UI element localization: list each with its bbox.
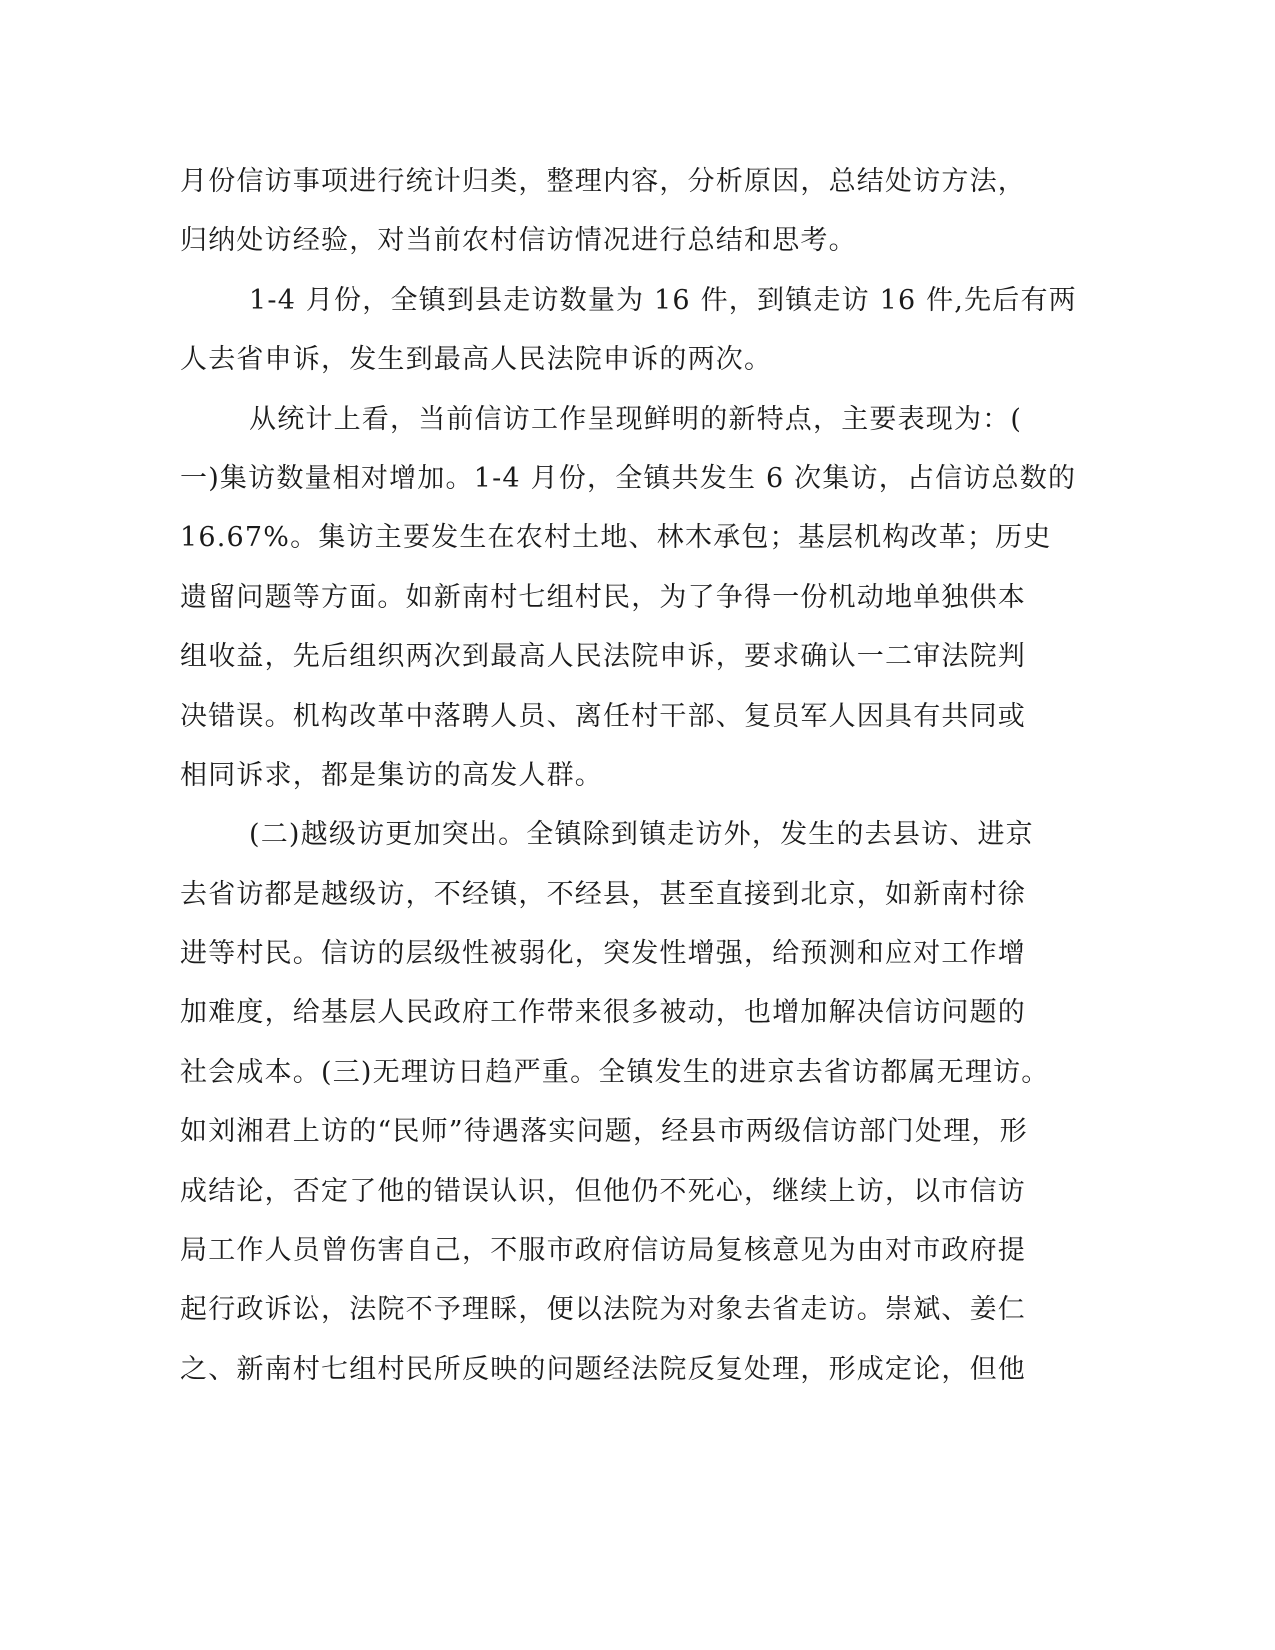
text-line: 相同诉求，都是集访的高发人群。: [180, 759, 603, 791]
text-line: 16.67%。集访主要发生在农村土地、林木承包；基层机构改革；历史: [180, 522, 1052, 554]
text-line: 去省访都是越级访，不经镇，不经县，甚至直接到北京，如新南村徐: [180, 878, 1026, 910]
text-line: 社会成本。(三)无理访日趋严重。全镇发生的进京去省访都属无理访。: [180, 1056, 1050, 1088]
text-line: 人去省申诉，发生到最高人民法院申诉的两次。: [180, 344, 773, 376]
text-line: 一)集访数量相对增加。1-4 月份，全镇共发生 6 次集访，占信访总数的: [180, 462, 1077, 494]
text-line: 归纳处访经验，对当前农村信访情况进行总结和思考。: [180, 225, 857, 257]
text-line: 成结论，否定了他的错误认识，但他仍不死心，继续上访，以市信访: [180, 1175, 1026, 1207]
paragraph-start-line: 1-4 月份，全镇到县走访数量为 16 件，到镇走访 16 件,先后有两: [249, 284, 1077, 316]
text-line: 决错误。机构改革中落聘人员、离任村干部、复员军人因具有共同或: [180, 700, 1026, 732]
text-line: 月份信访事项进行统计归类，整理内容，分析原因，总结处访方法，: [180, 166, 1026, 197]
text-line: 局工作人员曾伤害自己，不服市政府信访局复核意见为由对市政府提: [180, 1235, 1026, 1267]
paragraph-start-line: (二)越级访更加突出。全镇除到镇走访外，发生的去县访、进京: [249, 819, 1034, 851]
text-line: 之、新南村七组村民所反映的问题经法院反复处理，形成定论，但他: [180, 1353, 1026, 1385]
text-line: 组收益，先后组织两次到最高人民法院申诉，要求确认一二审法院判: [180, 641, 1026, 673]
text-line: 加难度，给基层人民政府工作带来很多被动，也增加解决信访问题的: [180, 997, 1026, 1029]
text-line: 进等村民。信访的层级性被弱化，突发性增强，给预测和应对工作增: [180, 938, 1026, 970]
text-line: 遗留问题等方面。如新南村七组村民，为了争得一份机动地单独供本: [180, 581, 1026, 613]
text-line: 起行政诉讼，法院不予理睬，便以法院为对象去省走访。崇斌、姜仁: [180, 1294, 1026, 1326]
paragraph-start-line: 从统计上看，当前信访工作呈现鲜明的新特点，主要表现为：(: [249, 403, 1023, 435]
body-text: [180, 152, 1077, 1399]
text-line: 如刘湘君上访的“民师”待遇落实问题，经县市两级信访部门处理，形: [180, 1116, 1028, 1148]
